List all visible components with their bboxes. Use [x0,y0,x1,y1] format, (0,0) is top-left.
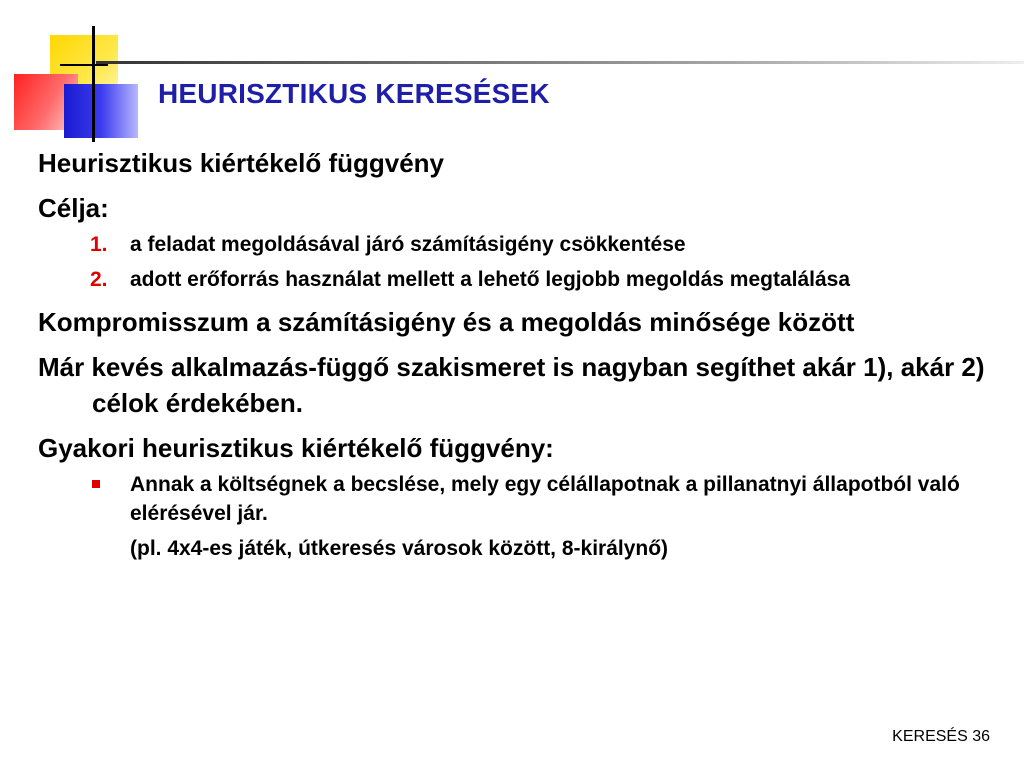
logo-vertical-line [92,26,95,142]
goal-text-2: adott erőforrás használat mellett a lehető legjobb megoldás megtalálása [130,268,851,291]
slide-footer: KERESÉS 36 [892,728,990,745]
example-text: (pl. 4x4-es játék, útkeresés városok között, 8-királynő) [130,537,669,560]
slide-body [38,145,998,569]
red-square-bullet-icon [92,480,100,488]
slide-title: HEURISZTIKUS KERESÉSEK [158,78,550,109]
goal-text-1: a feladat megoldásával járó számításigény csökkentése [130,233,686,256]
heading-heuristic-function: Heurisztikus kiértékelő függvény [38,148,445,178]
point-domain-knowledge: Már kevés alkalmazás-függő szakismeret is nagyban segíthet akár 1), akár 2) célok érdekében. [38,352,985,418]
example-line [38,534,998,563]
logo-blue-square [64,84,138,138]
slide-logo-decoration [0,0,160,150]
title-rule [96,61,1024,64]
goal-item-1 [38,230,998,259]
logo-horizontal-line [60,64,108,66]
point-common-heuristic: Gyakori heurisztikus kiértékelő függvény: [38,433,554,463]
sub-bullet-item [38,470,998,528]
point-compromise: Kompromisszum a számításigény és a megoldás minősége között [38,307,855,337]
goal-number-1: 1. [90,233,108,256]
goal-number-2: 2. [90,268,108,291]
goal-item-2 [38,265,998,294]
heading-goal: Célja: [38,193,109,223]
sub-bullet-text: Annak a költségnek a becslése, mely egy célállapotnak a pillanatnyi állapotból való elérésével jár. [130,473,960,525]
